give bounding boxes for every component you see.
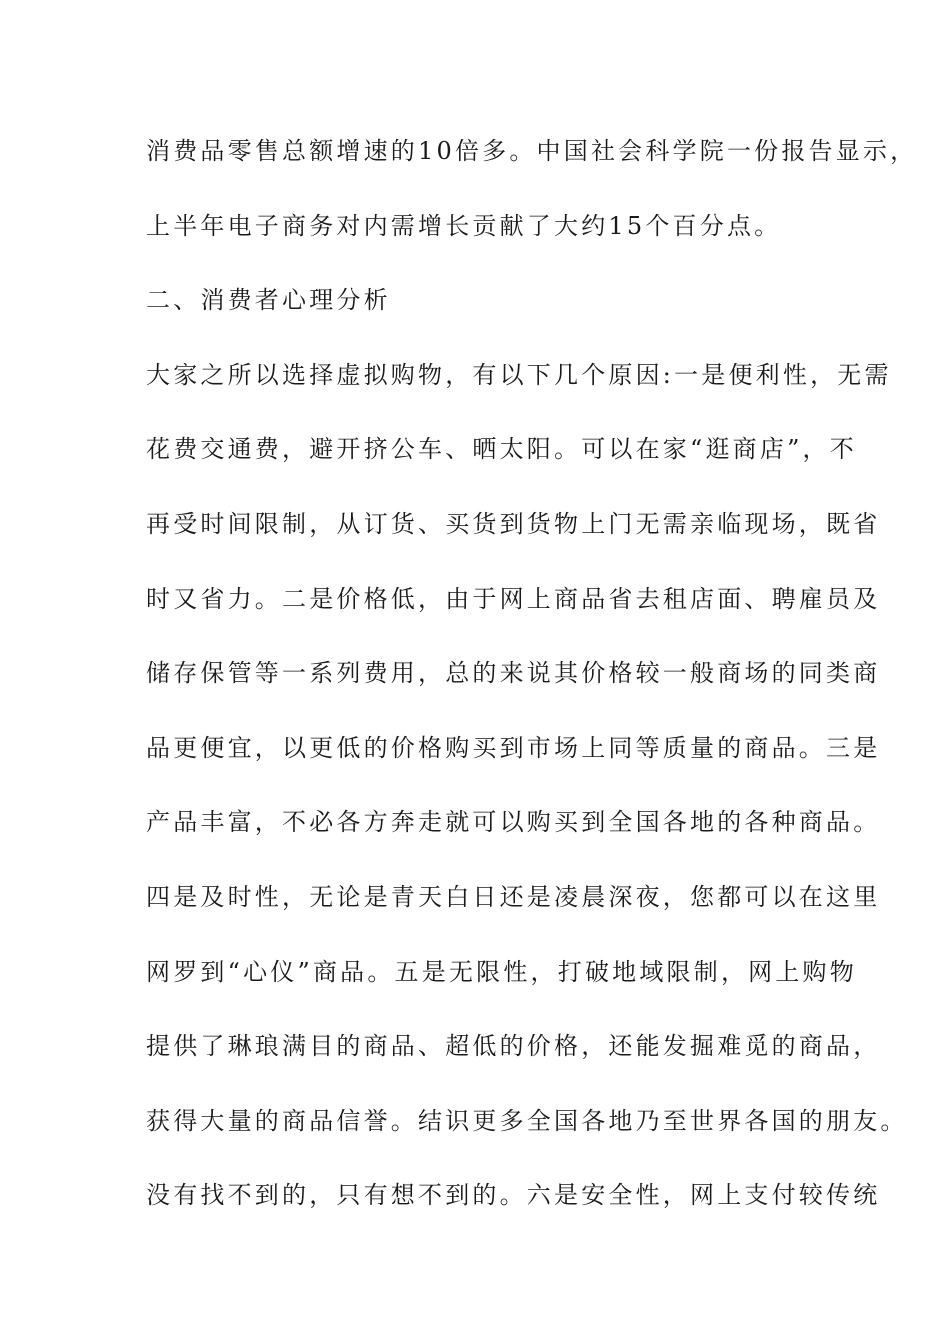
text-line: 获得大量的商品信誉。结识更多全国各地乃至世界各国的朋友。	[146, 1106, 908, 1135]
text-line: 储存保管等一系列费用，总的来说其价格较一般商场的同类商	[146, 659, 881, 688]
text-line: 品更便宜，以更低的价格购买到市场上同等质量的商品。三是	[146, 733, 881, 762]
section-heading: 二、消费者心理分析	[146, 286, 391, 315]
text-line: 四是及时性，无论是青天白日还是凌晨深夜，您都可以在这里	[146, 882, 881, 911]
text-line: 再受时间限制，从订货、买货到货物上门无需亲临现场，既省	[146, 509, 881, 538]
text-line: 大家之所以选择虚拟购物，有以下几个原因:一是便利性，无需	[146, 360, 892, 389]
text-line: 花费交通费，避开挤公车、晒太阳。可以在家“逛商店”，不	[146, 435, 857, 464]
text-line: 上半年电子商务对内需增长贡献了大约15个百分点。	[146, 211, 782, 240]
text-line: 消费品零售总额增速的10倍多。中国社会科学院一份报告显示，	[146, 137, 918, 165]
text-line: 网罗到“心仪”商品。五是无限性，打破地域限制，网上购物	[146, 957, 857, 986]
body-text	[146, 128, 918, 1247]
text-line: 提供了琳琅满目的商品、超低的价格，还能发掘难觅的商品，	[146, 1032, 881, 1061]
text-line: 没有找不到的，只有想不到的。六是安全性，网上支付较传统	[146, 1181, 881, 1210]
text-line: 时又省力。二是价格低，由于网上商品省去租店面、聘雇员及	[146, 584, 881, 613]
text-line: 产品丰富，不必各方奔走就可以购买到全国各地的各种商品。	[146, 808, 881, 837]
